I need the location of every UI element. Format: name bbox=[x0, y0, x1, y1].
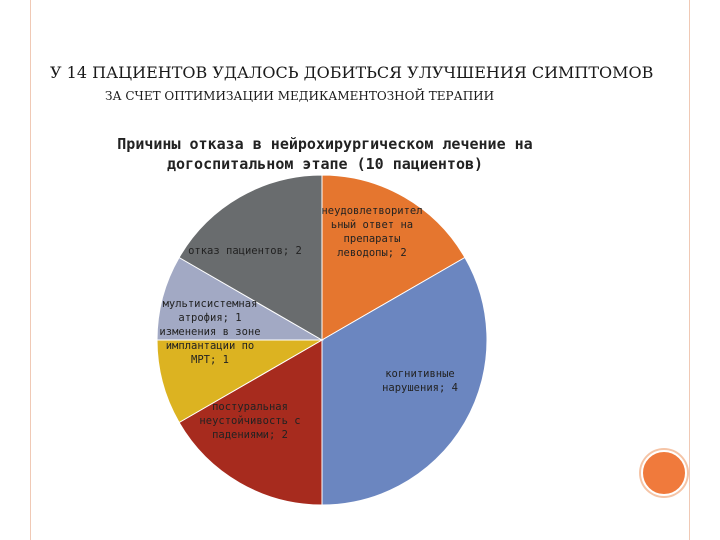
decorative-orange-circle bbox=[641, 450, 687, 496]
slice-data-label: изменения в зоне имплантации по МРТ; 1 bbox=[159, 326, 261, 366]
slide-title-line1: У 14 ПАЦИЕНТОВ УДАЛОСЬ ДОБИТЬСЯ УЛУЧШЕНИЯ СИМПТОМОВ bbox=[50, 63, 654, 82]
slice-data-label: когнитивные нарушения; 4 bbox=[382, 368, 458, 394]
slice-data-label: неудовлетворител ьный ответ на препараты леводопы; 2 bbox=[321, 205, 423, 259]
chart-title: Причины отказа в нейрохирургическом лечение на догоспитальном этапе (10 пациентов) bbox=[117, 135, 533, 174]
slice-data-label: мультисистемная атрофия; 1 bbox=[162, 298, 258, 324]
slice-data-label: постуральная неустойчивость с падениями; 2 bbox=[199, 401, 301, 441]
slice-data-label: отказ пациентов; 2 bbox=[188, 245, 302, 257]
slide-title-line2: ЗА СЧЕТ ОПТИМИЗАЦИИ МЕДИКАМЕНТОЗНОЙ ТЕРАПИИ bbox=[105, 88, 495, 103]
